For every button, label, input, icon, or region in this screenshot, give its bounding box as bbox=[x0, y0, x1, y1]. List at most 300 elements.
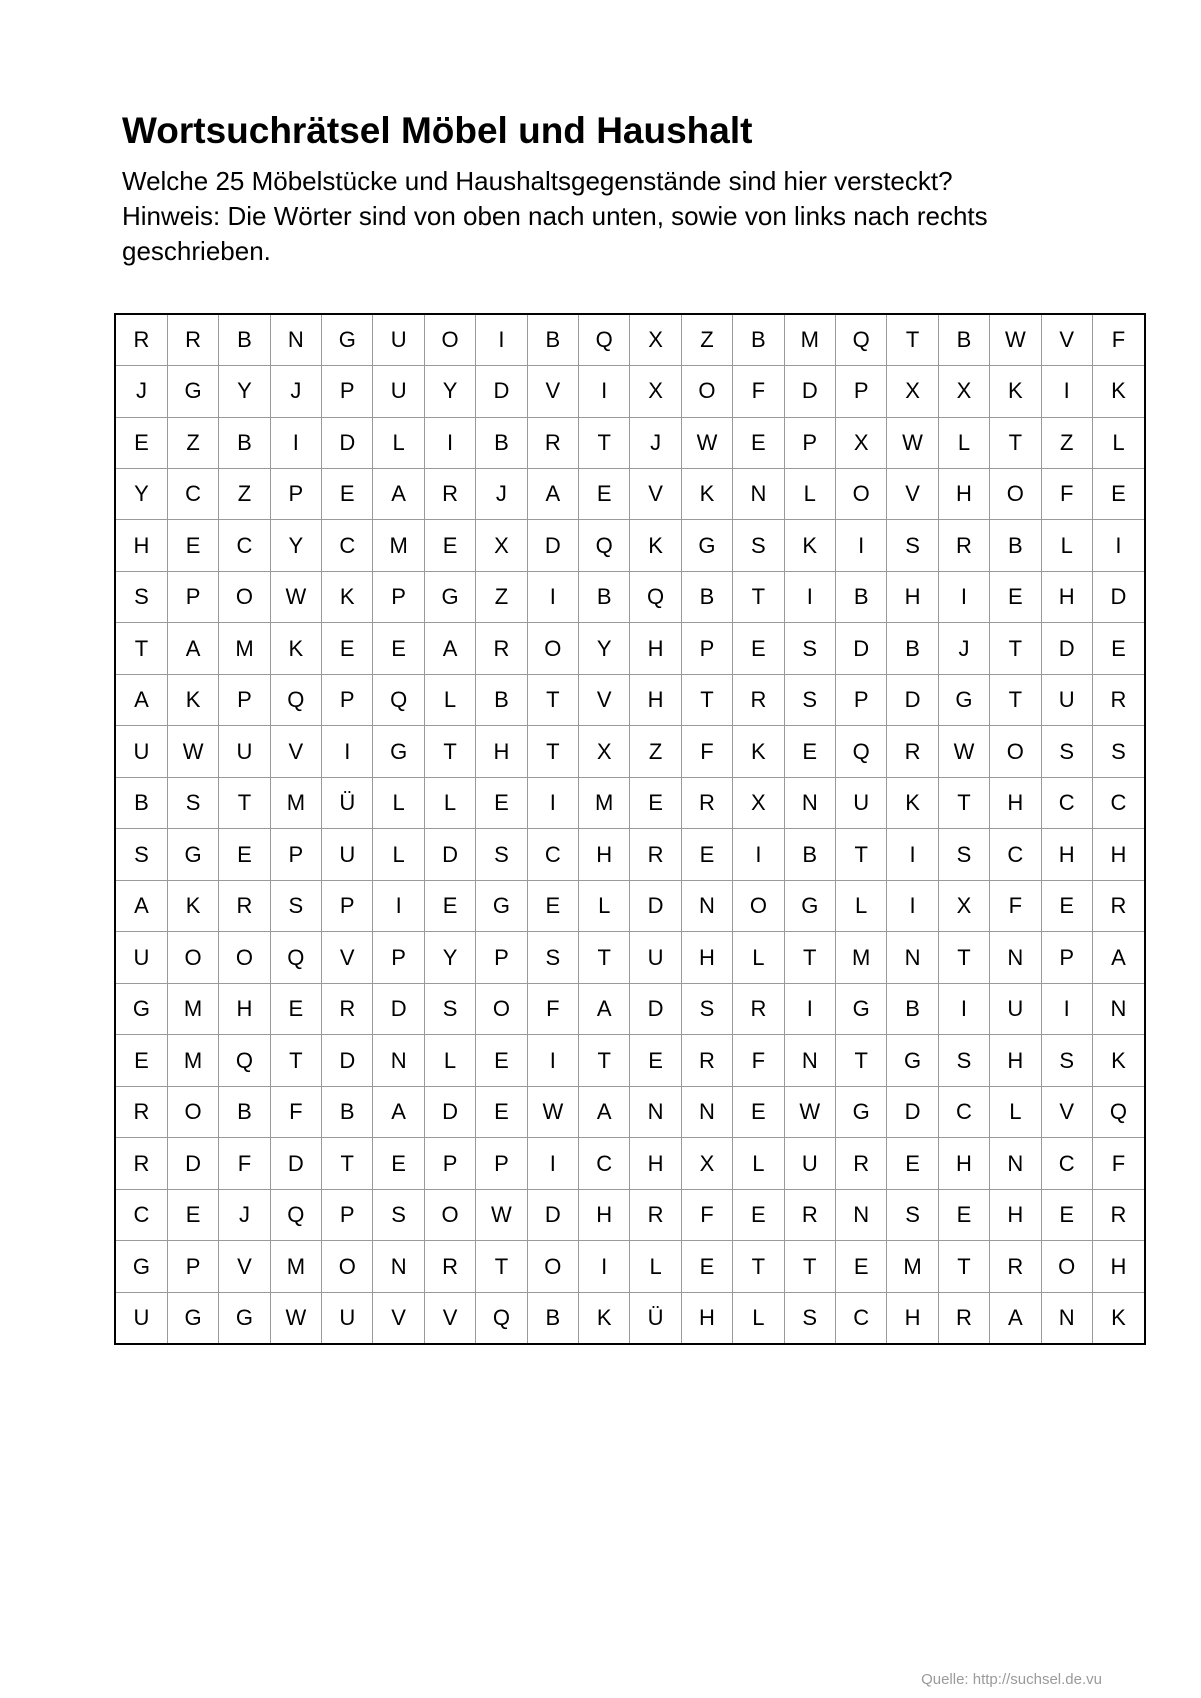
grid-cell[interactable]: V bbox=[630, 469, 681, 520]
grid-cell[interactable]: F bbox=[1092, 1138, 1144, 1189]
grid-cell[interactable]: T bbox=[116, 623, 167, 674]
grid-cell[interactable]: P bbox=[167, 571, 218, 622]
grid-cell[interactable]: V bbox=[270, 726, 321, 777]
grid-cell[interactable]: Y bbox=[579, 623, 630, 674]
grid-cell[interactable]: P bbox=[373, 571, 424, 622]
grid-cell[interactable]: B bbox=[887, 623, 938, 674]
grid-cell[interactable]: E bbox=[476, 1086, 527, 1137]
grid-cell[interactable]: T bbox=[733, 1241, 784, 1292]
grid-cell[interactable]: O bbox=[424, 315, 475, 366]
grid-cell[interactable]: R bbox=[784, 1189, 835, 1240]
grid-cell[interactable]: E bbox=[835, 1241, 886, 1292]
grid-cell[interactable]: J bbox=[219, 1189, 270, 1240]
grid-cell[interactable]: R bbox=[1092, 674, 1144, 725]
grid-cell[interactable]: E bbox=[733, 623, 784, 674]
grid-cell[interactable]: S bbox=[887, 1189, 938, 1240]
grid-cell[interactable]: D bbox=[630, 880, 681, 931]
grid-cell[interactable]: D bbox=[887, 1086, 938, 1137]
grid-cell[interactable]: D bbox=[424, 829, 475, 880]
grid-cell[interactable]: R bbox=[1092, 880, 1144, 931]
grid-cell[interactable]: T bbox=[990, 623, 1041, 674]
grid-cell[interactable]: U bbox=[1041, 674, 1092, 725]
grid-cell[interactable]: G bbox=[167, 829, 218, 880]
grid-cell[interactable]: C bbox=[990, 829, 1041, 880]
grid-cell[interactable]: T bbox=[579, 417, 630, 468]
grid-cell[interactable]: F bbox=[681, 726, 732, 777]
grid-cell[interactable]: E bbox=[424, 520, 475, 571]
grid-cell[interactable]: H bbox=[990, 777, 1041, 828]
grid-cell[interactable]: G bbox=[784, 880, 835, 931]
grid-cell[interactable]: S bbox=[733, 520, 784, 571]
grid-cell[interactable]: C bbox=[938, 1086, 989, 1137]
grid-cell[interactable]: J bbox=[116, 366, 167, 417]
grid-cell[interactable]: N bbox=[373, 1035, 424, 1086]
grid-cell[interactable]: E bbox=[116, 417, 167, 468]
grid-cell[interactable]: E bbox=[167, 520, 218, 571]
grid-cell[interactable]: P bbox=[322, 880, 373, 931]
grid-cell[interactable]: T bbox=[527, 674, 578, 725]
grid-cell[interactable]: I bbox=[938, 983, 989, 1034]
grid-cell[interactable]: P bbox=[167, 1241, 218, 1292]
grid-cell[interactable]: J bbox=[270, 366, 321, 417]
grid-cell[interactable]: U bbox=[373, 315, 424, 366]
grid-cell[interactable]: N bbox=[1041, 1292, 1092, 1343]
grid-cell[interactable]: D bbox=[1092, 571, 1144, 622]
grid-cell[interactable]: O bbox=[322, 1241, 373, 1292]
grid-cell[interactable]: N bbox=[681, 880, 732, 931]
grid-cell[interactable]: U bbox=[373, 366, 424, 417]
grid-cell[interactable]: X bbox=[630, 315, 681, 366]
grid-cell[interactable]: B bbox=[835, 571, 886, 622]
grid-cell[interactable]: H bbox=[630, 674, 681, 725]
grid-cell[interactable]: L bbox=[373, 417, 424, 468]
grid-cell[interactable]: S bbox=[476, 829, 527, 880]
grid-cell[interactable]: G bbox=[681, 520, 732, 571]
grid-cell[interactable]: T bbox=[681, 674, 732, 725]
grid-cell[interactable]: T bbox=[322, 1138, 373, 1189]
grid-cell[interactable]: H bbox=[219, 983, 270, 1034]
grid-cell[interactable]: J bbox=[476, 469, 527, 520]
grid-cell[interactable]: B bbox=[322, 1086, 373, 1137]
grid-cell[interactable]: W bbox=[527, 1086, 578, 1137]
grid-cell[interactable]: B bbox=[681, 571, 732, 622]
grid-cell[interactable]: M bbox=[579, 777, 630, 828]
grid-cell[interactable]: R bbox=[733, 983, 784, 1034]
grid-cell[interactable]: R bbox=[681, 777, 732, 828]
grid-cell[interactable]: L bbox=[424, 777, 475, 828]
grid-cell[interactable]: I bbox=[424, 417, 475, 468]
grid-cell[interactable]: A bbox=[116, 674, 167, 725]
grid-cell[interactable]: H bbox=[1092, 1241, 1144, 1292]
grid-cell[interactable]: H bbox=[681, 1292, 732, 1343]
grid-cell[interactable]: Y bbox=[219, 366, 270, 417]
grid-cell[interactable]: Z bbox=[167, 417, 218, 468]
grid-cell[interactable]: X bbox=[476, 520, 527, 571]
grid-cell[interactable]: C bbox=[322, 520, 373, 571]
grid-cell[interactable]: X bbox=[938, 880, 989, 931]
grid-cell[interactable]: H bbox=[990, 1035, 1041, 1086]
grid-cell[interactable]: R bbox=[424, 1241, 475, 1292]
grid-cell[interactable]: A bbox=[579, 983, 630, 1034]
grid-cell[interactable]: I bbox=[527, 1138, 578, 1189]
grid-cell[interactable]: B bbox=[938, 315, 989, 366]
grid-cell[interactable]: R bbox=[938, 520, 989, 571]
grid-cell[interactable]: A bbox=[167, 623, 218, 674]
grid-cell[interactable]: E bbox=[681, 1241, 732, 1292]
grid-cell[interactable]: C bbox=[527, 829, 578, 880]
grid-cell[interactable]: A bbox=[373, 469, 424, 520]
grid-cell[interactable]: E bbox=[527, 880, 578, 931]
grid-cell[interactable]: I bbox=[527, 571, 578, 622]
grid-cell[interactable]: I bbox=[476, 315, 527, 366]
grid-cell[interactable]: F bbox=[733, 366, 784, 417]
grid-cell[interactable]: B bbox=[116, 777, 167, 828]
grid-cell[interactable]: C bbox=[1041, 1138, 1092, 1189]
grid-cell[interactable]: M bbox=[167, 983, 218, 1034]
grid-cell[interactable]: T bbox=[990, 417, 1041, 468]
grid-cell[interactable]: S bbox=[1041, 726, 1092, 777]
grid-cell[interactable]: H bbox=[938, 469, 989, 520]
grid-cell[interactable]: T bbox=[938, 777, 989, 828]
grid-cell[interactable]: Q bbox=[835, 315, 886, 366]
grid-cell[interactable]: L bbox=[733, 932, 784, 983]
grid-cell[interactable]: V bbox=[887, 469, 938, 520]
grid-cell[interactable]: P bbox=[784, 417, 835, 468]
grid-cell[interactable]: P bbox=[373, 932, 424, 983]
grid-cell[interactable]: F bbox=[990, 880, 1041, 931]
grid-cell[interactable]: R bbox=[1092, 1189, 1144, 1240]
grid-cell[interactable]: P bbox=[270, 469, 321, 520]
grid-cell[interactable]: I bbox=[579, 366, 630, 417]
grid-cell[interactable]: E bbox=[733, 1086, 784, 1137]
grid-cell[interactable]: M bbox=[167, 1035, 218, 1086]
grid-cell[interactable]: G bbox=[938, 674, 989, 725]
grid-cell[interactable]: D bbox=[527, 520, 578, 571]
grid-cell[interactable]: T bbox=[990, 674, 1041, 725]
grid-cell[interactable]: D bbox=[476, 366, 527, 417]
grid-cell[interactable]: F bbox=[527, 983, 578, 1034]
grid-cell[interactable]: N bbox=[681, 1086, 732, 1137]
grid-cell[interactable]: F bbox=[219, 1138, 270, 1189]
grid-cell[interactable]: S bbox=[784, 1292, 835, 1343]
grid-cell[interactable]: O bbox=[476, 983, 527, 1034]
grid-cell[interactable]: M bbox=[887, 1241, 938, 1292]
grid-cell[interactable]: L bbox=[835, 880, 886, 931]
grid-cell[interactable]: A bbox=[373, 1086, 424, 1137]
grid-cell[interactable]: G bbox=[167, 366, 218, 417]
grid-cell[interactable]: R bbox=[476, 623, 527, 674]
grid-cell[interactable]: R bbox=[630, 829, 681, 880]
grid-cell[interactable]: E bbox=[579, 469, 630, 520]
grid-cell[interactable]: P bbox=[322, 674, 373, 725]
grid-cell[interactable]: D bbox=[373, 983, 424, 1034]
grid-cell[interactable]: R bbox=[527, 417, 578, 468]
grid-cell[interactable]: Y bbox=[270, 520, 321, 571]
grid-cell[interactable]: X bbox=[887, 366, 938, 417]
grid-cell[interactable]: C bbox=[167, 469, 218, 520]
grid-cell[interactable]: S bbox=[1092, 726, 1144, 777]
grid-cell[interactable]: G bbox=[116, 1241, 167, 1292]
grid-cell[interactable]: S bbox=[116, 829, 167, 880]
grid-cell[interactable]: R bbox=[630, 1189, 681, 1240]
grid-cell[interactable]: N bbox=[630, 1086, 681, 1137]
grid-cell[interactable]: V bbox=[219, 1241, 270, 1292]
grid-cell[interactable]: O bbox=[681, 366, 732, 417]
grid-cell[interactable]: O bbox=[424, 1189, 475, 1240]
grid-cell[interactable]: G bbox=[887, 1035, 938, 1086]
grid-cell[interactable]: T bbox=[835, 1035, 886, 1086]
grid-cell[interactable]: P bbox=[322, 1189, 373, 1240]
grid-cell[interactable]: Q bbox=[579, 315, 630, 366]
grid-cell[interactable]: G bbox=[835, 983, 886, 1034]
grid-cell[interactable]: Q bbox=[270, 674, 321, 725]
grid-cell[interactable]: K bbox=[1092, 366, 1144, 417]
grid-cell[interactable]: D bbox=[1041, 623, 1092, 674]
grid-cell[interactable]: O bbox=[527, 623, 578, 674]
grid-cell[interactable]: W bbox=[681, 417, 732, 468]
grid-cell[interactable]: T bbox=[579, 1035, 630, 1086]
grid-cell[interactable]: B bbox=[579, 571, 630, 622]
grid-cell[interactable]: I bbox=[1041, 983, 1092, 1034]
grid-cell[interactable]: I bbox=[887, 829, 938, 880]
grid-cell[interactable]: R bbox=[116, 1138, 167, 1189]
grid-cell[interactable]: S bbox=[424, 983, 475, 1034]
grid-cell[interactable]: G bbox=[167, 1292, 218, 1343]
grid-cell[interactable]: D bbox=[887, 674, 938, 725]
grid-cell[interactable]: V bbox=[579, 674, 630, 725]
grid-cell[interactable]: T bbox=[579, 932, 630, 983]
grid-cell[interactable]: P bbox=[1041, 932, 1092, 983]
grid-cell[interactable]: C bbox=[835, 1292, 886, 1343]
grid-cell[interactable]: L bbox=[1041, 520, 1092, 571]
grid-cell[interactable]: C bbox=[116, 1189, 167, 1240]
grid-cell[interactable]: T bbox=[835, 829, 886, 880]
grid-cell[interactable]: R bbox=[322, 983, 373, 1034]
grid-cell[interactable]: D bbox=[424, 1086, 475, 1137]
grid-cell[interactable]: N bbox=[1092, 983, 1144, 1034]
grid-cell[interactable]: G bbox=[116, 983, 167, 1034]
grid-cell[interactable]: B bbox=[476, 417, 527, 468]
grid-cell[interactable]: I bbox=[1092, 520, 1144, 571]
grid-cell[interactable]: L bbox=[733, 1292, 784, 1343]
grid-cell[interactable]: H bbox=[116, 520, 167, 571]
grid-cell[interactable]: T bbox=[784, 1241, 835, 1292]
grid-cell[interactable]: G bbox=[476, 880, 527, 931]
grid-cell[interactable]: F bbox=[681, 1189, 732, 1240]
grid-cell[interactable]: S bbox=[1041, 1035, 1092, 1086]
grid-cell[interactable]: S bbox=[116, 571, 167, 622]
grid-cell[interactable]: T bbox=[887, 315, 938, 366]
grid-cell[interactable]: I bbox=[733, 829, 784, 880]
grid-cell[interactable]: S bbox=[167, 777, 218, 828]
grid-cell[interactable]: V bbox=[1041, 315, 1092, 366]
grid-cell[interactable]: E bbox=[373, 623, 424, 674]
grid-cell[interactable]: K bbox=[784, 520, 835, 571]
grid-cell[interactable]: P bbox=[476, 932, 527, 983]
grid-cell[interactable]: I bbox=[373, 880, 424, 931]
grid-cell[interactable]: I bbox=[527, 777, 578, 828]
grid-cell[interactable]: B bbox=[733, 315, 784, 366]
grid-cell[interactable]: N bbox=[270, 315, 321, 366]
grid-cell[interactable]: A bbox=[527, 469, 578, 520]
grid-cell[interactable]: L bbox=[630, 1241, 681, 1292]
grid-cell[interactable]: T bbox=[270, 1035, 321, 1086]
grid-cell[interactable]: Y bbox=[116, 469, 167, 520]
grid-cell[interactable]: I bbox=[527, 1035, 578, 1086]
grid-cell[interactable]: S bbox=[527, 932, 578, 983]
grid-cell[interactable]: G bbox=[835, 1086, 886, 1137]
grid-cell[interactable]: D bbox=[527, 1189, 578, 1240]
grid-cell[interactable]: H bbox=[681, 932, 732, 983]
grid-cell[interactable]: I bbox=[784, 571, 835, 622]
grid-cell[interactable]: W bbox=[270, 1292, 321, 1343]
grid-cell[interactable]: P bbox=[424, 1138, 475, 1189]
grid-cell[interactable]: Q bbox=[270, 932, 321, 983]
grid-cell[interactable]: Q bbox=[579, 520, 630, 571]
grid-cell[interactable]: K bbox=[167, 880, 218, 931]
grid-cell[interactable]: P bbox=[476, 1138, 527, 1189]
grid-cell[interactable]: L bbox=[1092, 417, 1144, 468]
grid-cell[interactable]: N bbox=[990, 932, 1041, 983]
grid-cell[interactable]: W bbox=[887, 417, 938, 468]
grid-cell[interactable]: H bbox=[1041, 571, 1092, 622]
grid-cell[interactable]: I bbox=[1041, 366, 1092, 417]
grid-cell[interactable]: X bbox=[733, 777, 784, 828]
grid-cell[interactable]: O bbox=[219, 932, 270, 983]
grid-cell[interactable]: W bbox=[938, 726, 989, 777]
grid-cell[interactable]: E bbox=[322, 623, 373, 674]
grid-cell[interactable]: Y bbox=[424, 366, 475, 417]
grid-cell[interactable]: G bbox=[219, 1292, 270, 1343]
grid-cell[interactable]: I bbox=[835, 520, 886, 571]
grid-cell[interactable]: E bbox=[424, 880, 475, 931]
grid-cell[interactable]: T bbox=[733, 571, 784, 622]
grid-cell[interactable]: N bbox=[733, 469, 784, 520]
grid-cell[interactable]: O bbox=[990, 726, 1041, 777]
grid-cell[interactable]: P bbox=[270, 829, 321, 880]
grid-cell[interactable]: E bbox=[476, 1035, 527, 1086]
grid-cell[interactable]: E bbox=[990, 571, 1041, 622]
grid-cell[interactable]: H bbox=[630, 623, 681, 674]
grid-cell[interactable]: C bbox=[1092, 777, 1144, 828]
grid-cell[interactable]: G bbox=[322, 315, 373, 366]
grid-cell[interactable]: W bbox=[990, 315, 1041, 366]
grid-cell[interactable]: I bbox=[938, 571, 989, 622]
grid-cell[interactable]: R bbox=[116, 1086, 167, 1137]
grid-cell[interactable]: E bbox=[887, 1138, 938, 1189]
grid-cell[interactable]: U bbox=[116, 1292, 167, 1343]
grid-cell[interactable]: O bbox=[1041, 1241, 1092, 1292]
grid-cell[interactable]: W bbox=[784, 1086, 835, 1137]
grid-cell[interactable]: E bbox=[938, 1189, 989, 1240]
grid-cell[interactable]: L bbox=[784, 469, 835, 520]
grid-cell[interactable]: Z bbox=[219, 469, 270, 520]
grid-cell[interactable]: E bbox=[1092, 469, 1144, 520]
grid-cell[interactable]: A bbox=[579, 1086, 630, 1137]
grid-cell[interactable]: U bbox=[219, 726, 270, 777]
grid-cell[interactable]: X bbox=[835, 417, 886, 468]
grid-cell[interactable]: K bbox=[579, 1292, 630, 1343]
grid-cell[interactable]: M bbox=[219, 623, 270, 674]
grid-cell[interactable]: D bbox=[270, 1138, 321, 1189]
grid-cell[interactable]: S bbox=[270, 880, 321, 931]
grid-cell[interactable]: Y bbox=[424, 932, 475, 983]
grid-cell[interactable]: F bbox=[1092, 315, 1144, 366]
grid-cell[interactable]: T bbox=[938, 1241, 989, 1292]
grid-cell[interactable]: K bbox=[630, 520, 681, 571]
grid-cell[interactable]: K bbox=[1092, 1292, 1144, 1343]
grid-cell[interactable]: E bbox=[1041, 880, 1092, 931]
grid-cell[interactable]: P bbox=[219, 674, 270, 725]
grid-cell[interactable]: H bbox=[1041, 829, 1092, 880]
grid-cell[interactable]: Q bbox=[835, 726, 886, 777]
grid-cell[interactable]: H bbox=[476, 726, 527, 777]
grid-cell[interactable]: S bbox=[887, 520, 938, 571]
grid-cell[interactable]: L bbox=[733, 1138, 784, 1189]
grid-cell[interactable]: Q bbox=[630, 571, 681, 622]
grid-cell[interactable]: N bbox=[784, 1035, 835, 1086]
grid-cell[interactable]: H bbox=[1092, 829, 1144, 880]
grid-cell[interactable]: B bbox=[476, 674, 527, 725]
grid-cell[interactable]: B bbox=[990, 520, 1041, 571]
grid-cell[interactable]: T bbox=[424, 726, 475, 777]
grid-cell[interactable]: V bbox=[1041, 1086, 1092, 1137]
grid-cell[interactable]: K bbox=[167, 674, 218, 725]
grid-cell[interactable]: J bbox=[938, 623, 989, 674]
grid-cell[interactable]: C bbox=[579, 1138, 630, 1189]
grid-cell[interactable]: T bbox=[938, 932, 989, 983]
grid-cell[interactable]: L bbox=[424, 1035, 475, 1086]
grid-cell[interactable]: Z bbox=[681, 315, 732, 366]
grid-cell[interactable]: P bbox=[835, 366, 886, 417]
grid-cell[interactable]: K bbox=[681, 469, 732, 520]
grid-cell[interactable]: W bbox=[167, 726, 218, 777]
grid-cell[interactable]: M bbox=[373, 520, 424, 571]
grid-cell[interactable]: F bbox=[270, 1086, 321, 1137]
grid-cell[interactable]: I bbox=[887, 880, 938, 931]
grid-cell[interactable]: I bbox=[784, 983, 835, 1034]
grid-cell[interactable]: E bbox=[630, 1035, 681, 1086]
grid-cell[interactable]: U bbox=[990, 983, 1041, 1034]
grid-cell[interactable]: N bbox=[990, 1138, 1041, 1189]
grid-cell[interactable]: Q bbox=[1092, 1086, 1144, 1137]
grid-cell[interactable]: T bbox=[476, 1241, 527, 1292]
grid-cell[interactable]: H bbox=[990, 1189, 1041, 1240]
grid-cell[interactable]: M bbox=[270, 777, 321, 828]
grid-cell[interactable]: E bbox=[784, 726, 835, 777]
grid-cell[interactable]: H bbox=[887, 571, 938, 622]
grid-cell[interactable]: H bbox=[887, 1292, 938, 1343]
grid-cell[interactable]: K bbox=[1092, 1035, 1144, 1086]
grid-cell[interactable]: D bbox=[630, 983, 681, 1034]
grid-cell[interactable]: H bbox=[579, 1189, 630, 1240]
grid-cell[interactable]: B bbox=[219, 417, 270, 468]
grid-cell[interactable]: R bbox=[116, 315, 167, 366]
grid-cell[interactable]: O bbox=[167, 932, 218, 983]
grid-cell[interactable]: O bbox=[990, 469, 1041, 520]
grid-cell[interactable]: B bbox=[784, 829, 835, 880]
grid-cell[interactable]: G bbox=[424, 571, 475, 622]
grid-cell[interactable]: E bbox=[167, 1189, 218, 1240]
grid-cell[interactable]: F bbox=[733, 1035, 784, 1086]
grid-cell[interactable]: S bbox=[938, 829, 989, 880]
grid-cell[interactable]: W bbox=[270, 571, 321, 622]
grid-cell[interactable]: I bbox=[270, 417, 321, 468]
grid-cell[interactable]: D bbox=[322, 1035, 373, 1086]
grid-cell[interactable]: V bbox=[322, 932, 373, 983]
grid-cell[interactable]: K bbox=[887, 777, 938, 828]
grid-cell[interactable]: L bbox=[373, 829, 424, 880]
